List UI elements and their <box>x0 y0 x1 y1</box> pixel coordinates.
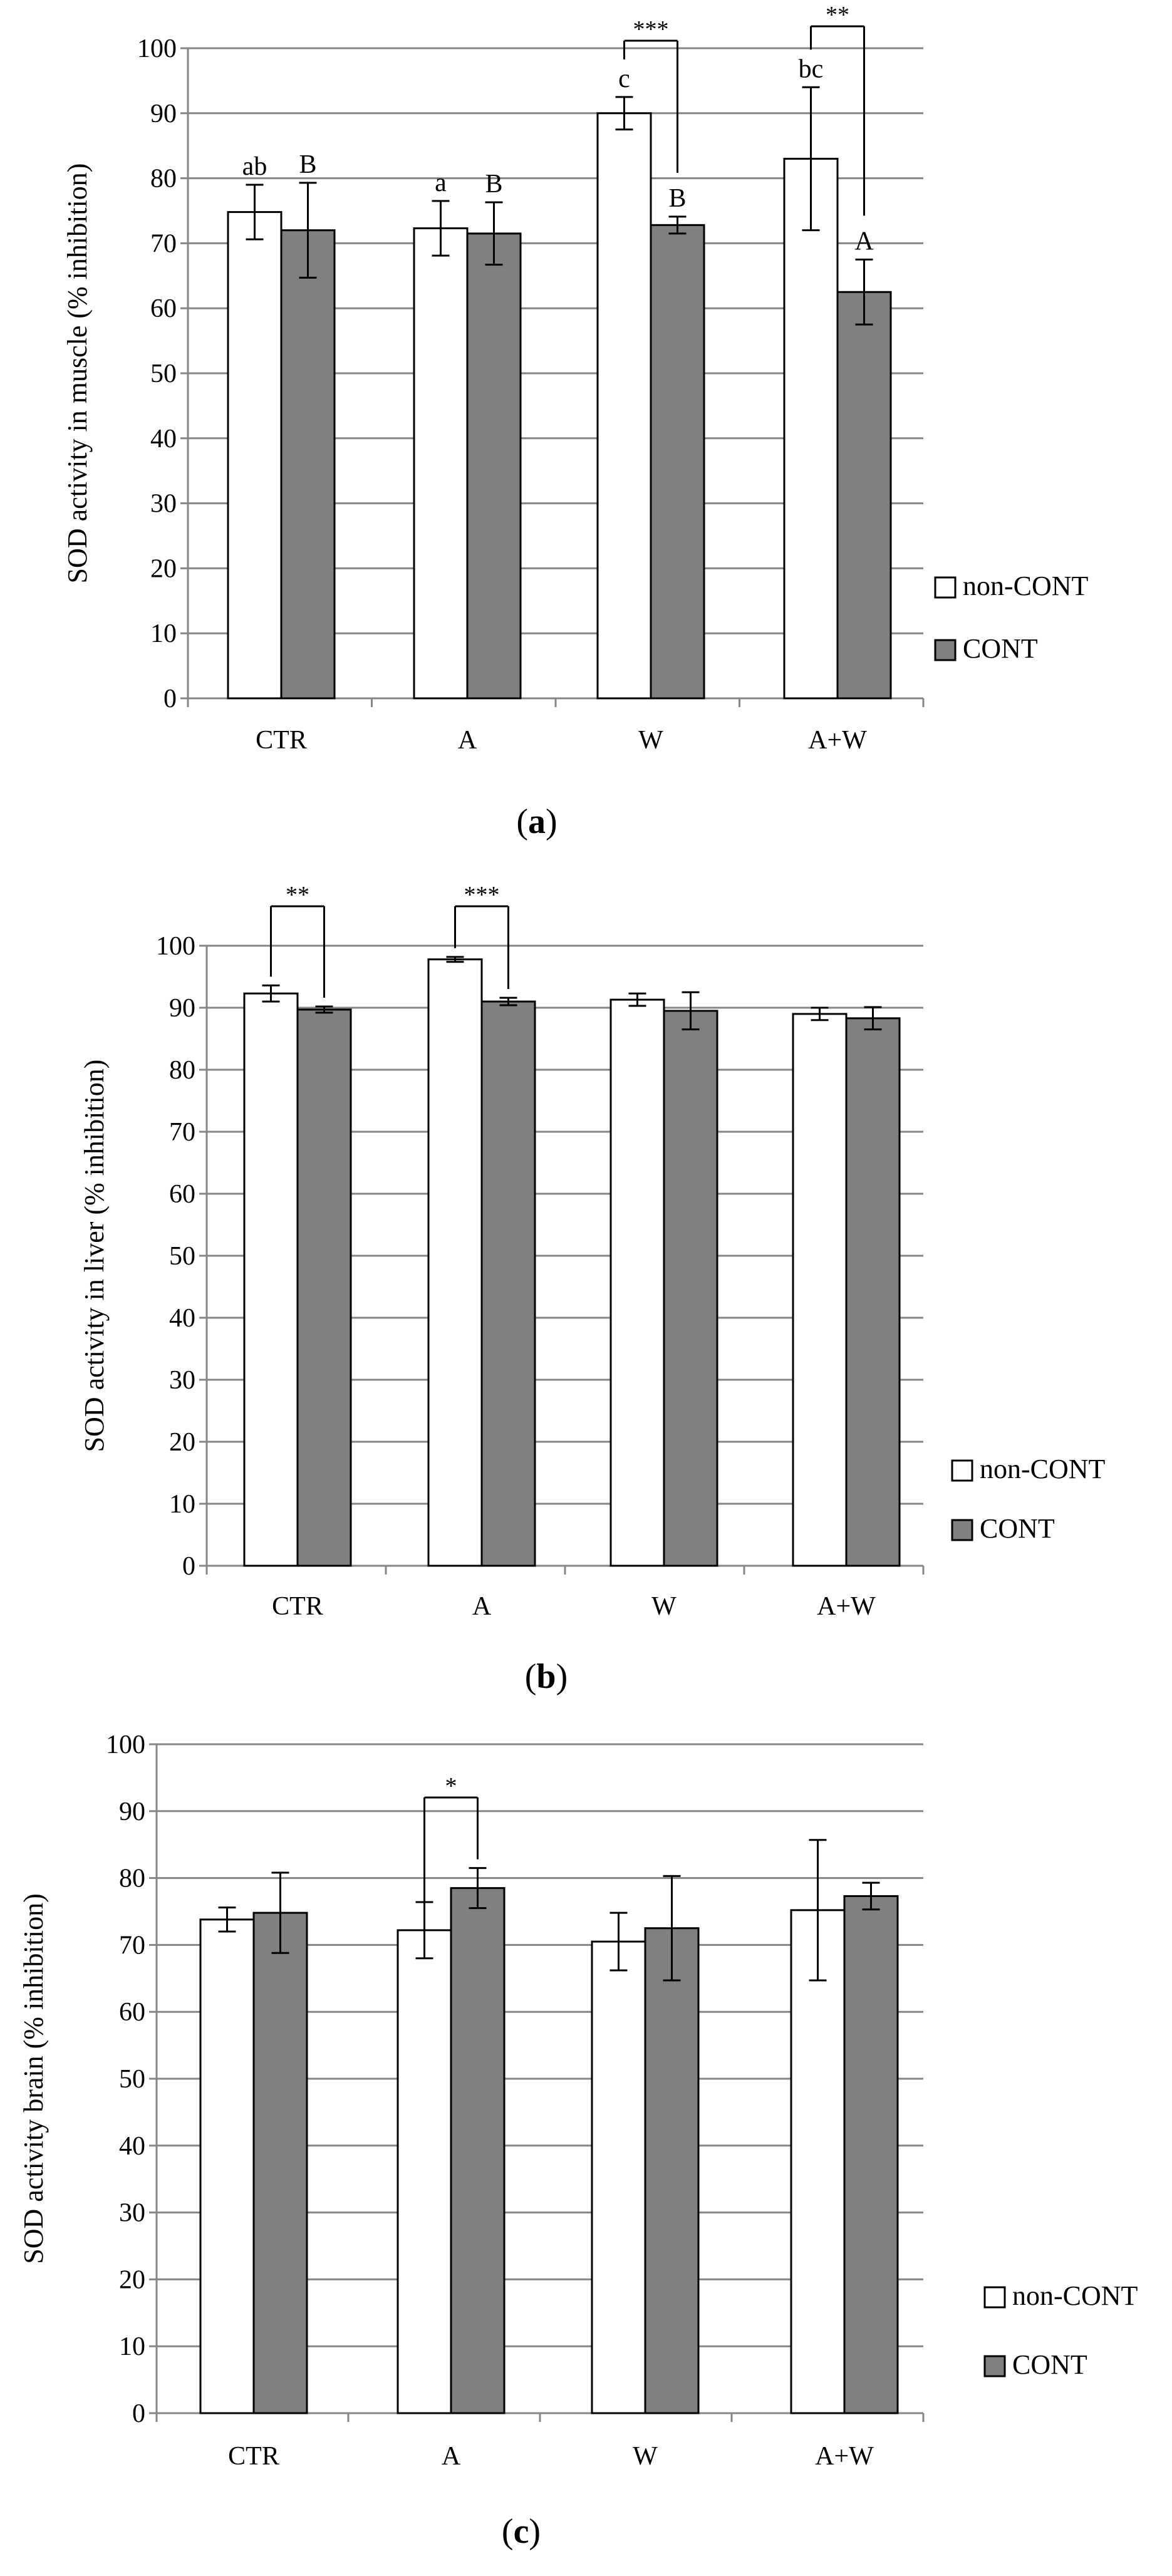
y-tick-label: 40 <box>119 2131 145 2161</box>
bar-cont-A <box>467 234 521 698</box>
y-tick-label: 100 <box>106 1730 145 1759</box>
legend-label: CONT <box>1012 2349 1087 2380</box>
bar-cont-CTR <box>281 230 334 698</box>
y-tick-label: 100 <box>137 34 177 63</box>
y-tick-label: 10 <box>169 1490 195 1519</box>
x-tick-label: W <box>651 1592 677 1621</box>
bar-cont-CTR <box>254 1913 307 2413</box>
x-tick-label: W <box>633 2442 658 2471</box>
significance-stars: *** <box>464 882 500 908</box>
y-tick-label: 0 <box>163 685 177 713</box>
y-tick-label: 90 <box>119 1797 145 1826</box>
y-tick-label: 50 <box>169 1242 195 1271</box>
panel-label-close: ) <box>546 802 557 841</box>
significance-letter: a <box>435 168 447 197</box>
y-tick-label: 20 <box>150 554 177 584</box>
y-tick-label: 80 <box>119 1864 145 1893</box>
y-tick-label: 50 <box>150 360 177 388</box>
legend-swatch-noncont <box>952 1461 972 1481</box>
significance-stars: ** <box>286 882 309 908</box>
y-tick-label: 80 <box>169 1056 195 1085</box>
chart-panel-c <box>18 1730 1138 2551</box>
significance-letter: bc <box>798 54 824 84</box>
y-tick-label: 20 <box>119 2265 145 2295</box>
y-tick-label: 30 <box>169 1366 195 1395</box>
y-tick-label: 40 <box>150 424 177 453</box>
x-tick-label: A+W <box>817 1592 876 1621</box>
y-tick-label: 70 <box>169 1118 195 1147</box>
y-tick-label: 30 <box>150 489 177 519</box>
bar-noncont-A+W <box>791 1910 844 2413</box>
y-tick-label: 90 <box>169 994 195 1023</box>
panel-label-letter: c <box>513 2512 529 2551</box>
bar-noncont-W <box>611 1000 664 1566</box>
y-tick-label: 10 <box>119 2332 145 2362</box>
significance-letter: A <box>854 227 874 256</box>
bar-cont-W <box>651 225 704 698</box>
bar-noncont-A+W <box>784 158 838 698</box>
y-tick-label: 20 <box>169 1428 195 1457</box>
y-tick-label: 40 <box>169 1304 195 1333</box>
y-tick-label: 30 <box>119 2198 145 2228</box>
y-tick-label: 60 <box>169 1180 195 1209</box>
y-tick-label: 90 <box>150 99 177 128</box>
panel-label-open: ( <box>524 1657 537 1696</box>
chart-panel-a <box>62 2 1089 841</box>
significance-letter: c <box>618 64 630 93</box>
bar-noncont-CTR <box>200 1920 254 2413</box>
bar-cont-A <box>451 1888 504 2413</box>
significance-letter: B <box>668 184 687 213</box>
legend-label: non-CONT <box>980 1454 1106 1484</box>
y-tick-label: 60 <box>119 1998 145 2027</box>
panel-label-open: ( <box>516 802 528 841</box>
bar-cont-A <box>482 1001 535 1566</box>
x-tick-label: A <box>472 1592 492 1621</box>
panel-label <box>502 2512 541 2551</box>
significance-letter: B <box>299 150 317 179</box>
legend-swatch-cont <box>985 2356 1005 2376</box>
legend-label: CONT <box>980 1513 1055 1544</box>
y-tick-label: 70 <box>119 1931 145 1960</box>
x-tick-label: W <box>638 726 663 755</box>
x-tick-label: A+W <box>815 2442 874 2471</box>
y-tick-label: 100 <box>156 932 195 961</box>
bar-cont-A+W <box>846 1018 900 1566</box>
panel-label-letter: b <box>536 1657 556 1696</box>
x-tick-label: A+W <box>808 726 867 755</box>
y-tick-label: 70 <box>150 229 177 259</box>
legend-swatch-cont <box>935 640 955 660</box>
bar-cont-CTR <box>298 1010 351 1566</box>
bar-noncont-W <box>598 113 651 698</box>
x-tick-label: A <box>441 2442 461 2471</box>
bar-cont-A+W <box>838 292 891 698</box>
significance-stars: * <box>445 1773 457 1799</box>
y-axis-label: SOD activity in muscle (% inhibition) <box>62 163 93 584</box>
y-tick-label: 80 <box>150 164 177 194</box>
panel-label <box>516 802 557 841</box>
bar-noncont-A+W <box>793 1014 846 1566</box>
y-axis-label: SOD activity brain (% inhibition) <box>18 1893 49 2264</box>
chart-panel-b <box>79 882 1106 1696</box>
bar-noncont-W <box>592 1942 645 2413</box>
legend-swatch-cont <box>952 1520 972 1540</box>
bar-noncont-A <box>428 960 482 1566</box>
y-axis-label: SOD activity in liver (% inhibition) <box>79 1059 110 1452</box>
bar-noncont-A <box>398 1930 451 2413</box>
y-tick-label: 60 <box>150 294 177 324</box>
panel-label-close: ) <box>529 2512 541 2551</box>
bar-noncont-CTR <box>244 993 298 1566</box>
y-tick-label: 0 <box>132 2399 145 2428</box>
bar-cont-W <box>645 1928 698 2413</box>
y-tick-label: 10 <box>150 619 177 649</box>
panel-label <box>525 1657 568 1696</box>
significance-stars: *** <box>633 16 669 43</box>
y-tick-label: 0 <box>182 1552 195 1581</box>
x-tick-label: CTR <box>272 1592 323 1621</box>
x-tick-label: CTR <box>256 726 307 755</box>
panel-label-letter: a <box>528 802 546 841</box>
panel-label-close: ) <box>556 1657 568 1696</box>
bar-cont-W <box>664 1011 717 1566</box>
legend-label: non-CONT <box>963 571 1089 601</box>
x-tick-label: A <box>457 726 477 755</box>
legend-label: non-CONT <box>1012 2280 1138 2311</box>
panel-label-open: ( <box>501 2512 514 2551</box>
bar-noncont-A <box>414 229 467 698</box>
legend-swatch-noncont <box>985 2287 1005 2307</box>
bar-cont-A+W <box>844 1896 898 2413</box>
significance-stars: ** <box>826 2 849 28</box>
y-tick-label: 50 <box>119 2065 145 2094</box>
x-tick-label: CTR <box>228 2442 279 2471</box>
bar-noncont-CTR <box>228 212 281 698</box>
significance-letter: B <box>485 170 503 199</box>
legend-label: CONT <box>963 633 1038 664</box>
legend-swatch-noncont <box>935 577 955 597</box>
significance-letter: ab <box>242 152 267 181</box>
